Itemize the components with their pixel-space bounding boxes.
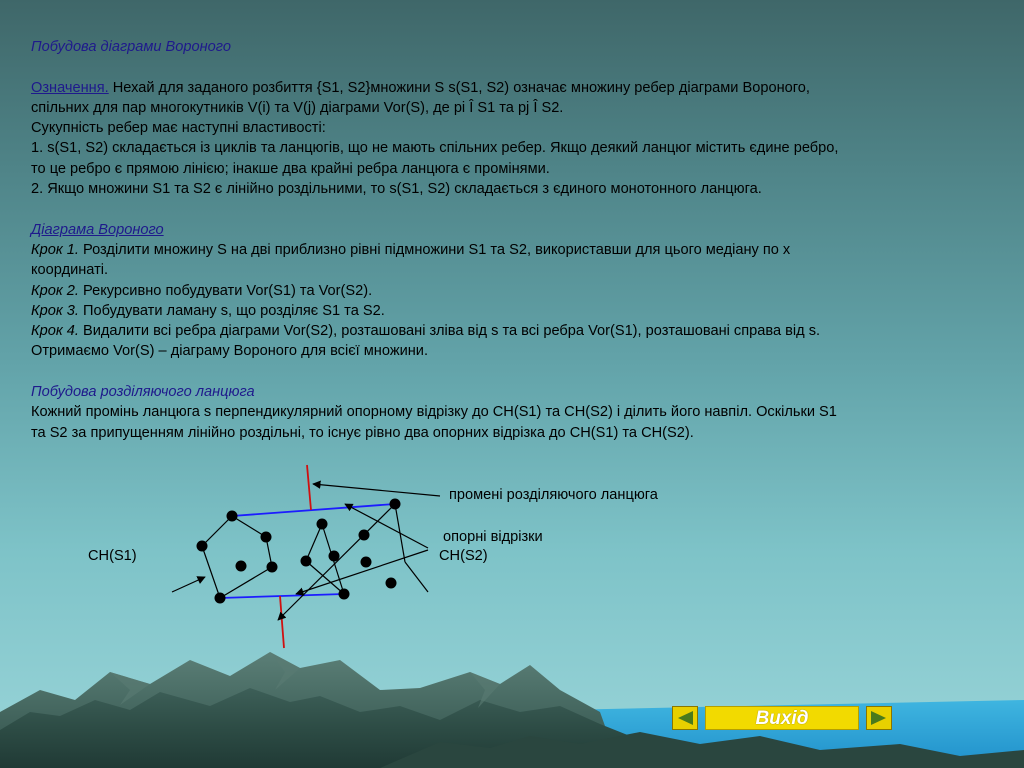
rays-label: промені розділяючого ланцюга bbox=[449, 487, 658, 503]
point bbox=[197, 541, 208, 552]
property-1: 1. s(S1, S2) складається із циклів та ланцюгів, що не мають спільних ребер. Якщо деякий ланцюг містить єдине ребро, bbox=[31, 140, 839, 157]
chain-heading: Побудова розділяючого ланцюга bbox=[31, 384, 255, 401]
support-label: опорні відрізки bbox=[443, 529, 543, 545]
step-2-label: Крок 2. bbox=[31, 282, 79, 299]
property-1-cont: то це ребро є прямою лінією; інакше два крайні ребра ланцюга є промінями. bbox=[31, 160, 550, 177]
point bbox=[386, 578, 397, 589]
point bbox=[339, 589, 350, 600]
definition-text: Нехай для заданого розбиття {S1, S2}множини S s(S1, S2) означає множину ребер діаграми Вороного, bbox=[108, 79, 810, 96]
step-1-text: Розділити множину S на дві приблизно рівні підмножини S1 та S2, використавши для цього медіану по x bbox=[78, 241, 791, 258]
point-set bbox=[197, 499, 401, 604]
arrow-right-icon bbox=[870, 710, 888, 726]
algorithm-result: Отримаємо Vor(S) – діаграму Вороного для всієї множини. bbox=[31, 343, 428, 360]
point bbox=[215, 593, 226, 604]
step-4-label: Крок 4. bbox=[31, 323, 79, 340]
step-1-label: Крок 1. bbox=[31, 241, 79, 258]
ray-bottom bbox=[280, 596, 284, 648]
next-slide-button[interactable] bbox=[866, 706, 892, 730]
algorithm-heading: Діаграма Вороного bbox=[31, 221, 164, 238]
arrow-left-icon bbox=[676, 710, 694, 726]
property-2: 2. Якщо множини S1 та S2 є лінійно роздільними, то s(S1, S2) складається з єдиного монотонного ланцюга. bbox=[31, 181, 762, 198]
ray-top bbox=[307, 465, 311, 510]
hull-s1 bbox=[202, 516, 272, 598]
step-3-text: Побудувати ламану s, що розділяє S1 та S2. bbox=[78, 302, 385, 319]
point bbox=[359, 530, 370, 541]
point bbox=[267, 562, 278, 573]
point bbox=[261, 532, 272, 543]
chain-text: Кожний промінь ланцюга s перпендикулярний опорному відрізку до CH(S1) та CH(S2) і ділить його навпіл. Оскільки S1 bbox=[31, 404, 837, 421]
definition-line: спільних для пар многокутників V(i) та V(j) діаграми Vor(S), де pi Î S1 та pj Î S2. bbox=[31, 99, 564, 116]
point bbox=[390, 499, 401, 510]
definition-label: Означення. bbox=[31, 79, 109, 96]
support-segment-bottom bbox=[220, 594, 344, 598]
point bbox=[227, 511, 238, 522]
step-2-text: Рекурсивно побудувати Vor(S1) та Vor(S2). bbox=[78, 282, 373, 299]
definition-line: Сукупність ребер має наступні властивості: bbox=[31, 120, 326, 137]
previous-slide-button[interactable] bbox=[672, 706, 698, 730]
point bbox=[317, 519, 328, 530]
point bbox=[329, 551, 340, 562]
point bbox=[236, 561, 247, 572]
point bbox=[301, 556, 312, 567]
ch-s2-label: CH(S2) bbox=[439, 548, 488, 564]
step-1-cont: координаті. bbox=[31, 262, 109, 279]
chain-text: та S2 за припущенням лінійно роздільні, то існує рівно два опорних відрізка до CH(S1) та CH(S2). bbox=[31, 424, 694, 441]
exit-button[interactable]: Вихід bbox=[705, 706, 859, 730]
support-segment-top bbox=[232, 504, 395, 516]
ch-s1-label: CH(S1) bbox=[88, 548, 137, 564]
page-title: Побудова діаграми Вороного bbox=[31, 39, 231, 55]
point bbox=[361, 557, 372, 568]
step-4-text: Видалити всі ребра діаграми Vor(S2), розташовані зліва від s та всі ребра Vor(S1), розташовані справа від s. bbox=[78, 323, 821, 340]
step-3-label: Крок 3. bbox=[31, 302, 79, 319]
